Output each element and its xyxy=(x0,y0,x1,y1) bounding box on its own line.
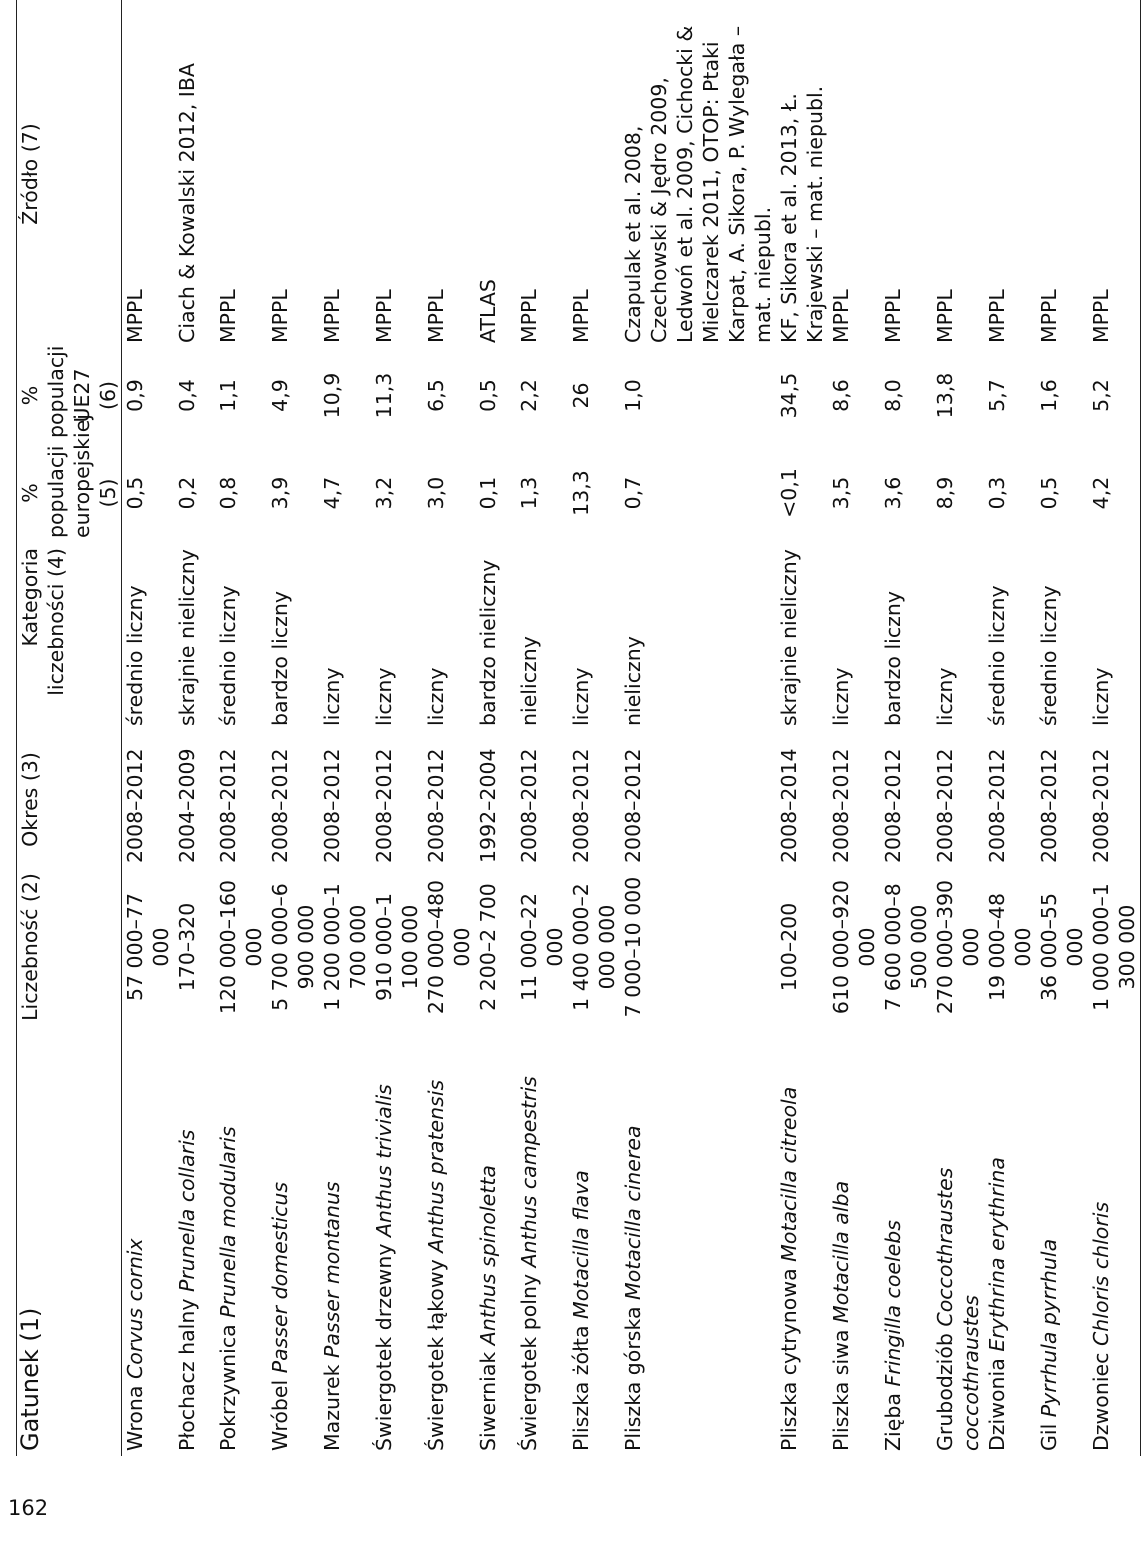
header-eu xyxy=(17,413,122,543)
period-cell: 2008–2012 xyxy=(123,748,147,863)
period-cell: 2008–2012 xyxy=(372,748,396,863)
header-eu-line2: europejskiej xyxy=(70,413,94,538)
ue27-percent-cell: 34,5 xyxy=(777,372,801,419)
eu-percent-cell: 0,2 xyxy=(175,476,199,510)
category-cell: bardzo liczny xyxy=(268,590,292,726)
source-cell: Czapulak et al. 2008, Czechowski & Jędro 2009, Ledwoń et al. 2009, Cichocki & Mielczarek 2011, OTOP: Ptaki Karpat, A. Sikora, P. Wylegała – mat. niepubl. xyxy=(621,25,775,343)
header-period: Okres (3) xyxy=(17,731,122,868)
table-body xyxy=(122,0,1141,1456)
species-cell xyxy=(423,1026,475,1456)
source-cell: MPPL xyxy=(372,289,396,343)
source-cell: MPPL xyxy=(320,289,344,343)
header-category xyxy=(17,543,122,731)
species-latin-name: Fringilla coelebs xyxy=(881,1220,905,1387)
eu-percent-cell: 0,1 xyxy=(476,476,500,510)
eu-percent-cell: 13,3 xyxy=(569,470,593,516)
table-row xyxy=(620,0,776,1456)
header-ue27-line2: UE27 (6) xyxy=(70,368,120,423)
period-cell: 2008–2012 xyxy=(569,748,593,863)
header-count: Liczebność (2) xyxy=(17,868,122,1026)
species-cell xyxy=(122,1026,175,1456)
header-category-line1: Kategoria xyxy=(18,548,42,647)
table-row xyxy=(776,0,828,1456)
eu-percent-cell: <0,1 xyxy=(777,468,801,518)
species-latin-name: Pyrrhula pyrrhula xyxy=(1037,1238,1061,1418)
category-cell: nieliczny xyxy=(517,636,541,726)
count-cell: 1 000 000–1 300 000 xyxy=(1088,868,1141,1026)
period-cell: 2004–2009 xyxy=(175,748,199,863)
period-cell: 2008–2012 xyxy=(881,748,905,863)
species-common-name: Płochacz halny xyxy=(175,1298,199,1451)
species-latin-name: Anthus trivialis xyxy=(372,1084,396,1238)
ue27-percent-cell: 1,0 xyxy=(621,379,645,412)
table-row xyxy=(984,0,1036,1456)
species-common-name: Pliszka żółta xyxy=(569,1325,593,1451)
header-eu-line3: (5) xyxy=(96,478,120,508)
period-cell: 2008–2012 xyxy=(517,748,541,863)
table-row xyxy=(371,0,423,1456)
category-cell: średnio liczny xyxy=(985,585,1009,726)
period-cell: 1992–2004 xyxy=(476,748,500,863)
species-latin-name: Passer domesticus xyxy=(268,1181,292,1374)
species-latin-name: Prunella modularis xyxy=(216,1126,240,1318)
count-cell: 7 000–10 000 xyxy=(621,876,645,1018)
table-row xyxy=(423,0,475,1456)
species-common-name: Pliszka cytrynowa xyxy=(777,1268,801,1451)
header-ue27-line1: % populacji xyxy=(18,345,68,438)
ue27-percent-cell: 5,2 xyxy=(1088,348,1141,443)
species-common-name: Gil xyxy=(1037,1423,1061,1451)
eu-percent-cell: 3,0 xyxy=(424,476,448,510)
source-cell: MPPL xyxy=(881,289,905,343)
species-common-name: Zięba xyxy=(881,1393,905,1451)
table-row xyxy=(174,0,215,1456)
ue27-percent-cell: 0,5 xyxy=(476,379,500,412)
category-cell: liczny xyxy=(1088,543,1141,731)
species-latin-name: Coccothraustes coccothraustes xyxy=(933,1167,983,1451)
period-cell: 2008–2012 xyxy=(320,748,344,863)
eu-percent-cell: 1,3 xyxy=(517,476,541,510)
category-cell: liczny xyxy=(372,667,396,726)
table-row xyxy=(215,0,267,1456)
eu-percent-cell: 3,5 xyxy=(829,476,853,510)
species-latin-name: Erythrina erythrina xyxy=(985,1157,1009,1352)
species-common-name: Świergotek drzewny xyxy=(372,1243,396,1451)
category-cell: liczny xyxy=(569,667,593,726)
species-cell xyxy=(880,1026,932,1456)
count-cell: 270 000–480 000 xyxy=(424,879,474,1015)
source-cell: MPPL xyxy=(933,289,957,343)
period-cell: 2008–2012 xyxy=(621,748,645,863)
source-cell: MPPL xyxy=(424,289,448,343)
count-cell: 5 700 000–6 900 000 xyxy=(268,883,318,1011)
source-cell: ATLAS xyxy=(476,279,500,343)
period-cell: 2008–2014 xyxy=(777,748,801,863)
species-latin-name: Chloris chloris xyxy=(1089,1201,1113,1347)
period-cell: 2008–2012 xyxy=(1088,731,1141,868)
period-cell: 2008–2012 xyxy=(424,748,448,863)
period-cell: 2008–2012 xyxy=(268,748,292,863)
ue27-percent-cell: 1,6 xyxy=(1037,379,1061,412)
species-cell xyxy=(1088,1026,1141,1456)
species-common-name: Świergotek polny xyxy=(517,1273,541,1451)
species-latin-name: Prunella collaris xyxy=(175,1129,199,1292)
ue27-percent-cell: 4,9 xyxy=(268,379,292,412)
category-cell: liczny xyxy=(424,667,448,726)
period-cell: 2008–2012 xyxy=(216,748,240,863)
category-cell: skrajnie nieliczny xyxy=(777,549,801,726)
source-cell: MPPL xyxy=(985,289,1009,343)
ue27-percent-cell: 8,6 xyxy=(829,379,853,412)
species-common-name: Mazurek xyxy=(320,1364,344,1451)
category-cell: bardzo nieliczny xyxy=(476,559,500,726)
ue27-percent-cell: 5,7 xyxy=(985,379,1009,412)
source-cell: MPPL xyxy=(1037,289,1061,343)
table-row xyxy=(1088,0,1141,1456)
species-latin-name: Motacilla alba xyxy=(829,1180,853,1323)
source-cell: MPPL xyxy=(216,289,240,343)
species-common-name: Wróbel xyxy=(268,1379,292,1451)
header-ue27 xyxy=(17,345,122,443)
ue27-percent-cell: 26 xyxy=(569,382,593,409)
header-category-line2: liczebności (4) xyxy=(44,548,68,696)
species-cell xyxy=(620,1026,776,1456)
category-cell: bardzo liczny xyxy=(881,590,905,726)
table-row xyxy=(516,0,568,1456)
period-cell: 2008–2012 xyxy=(829,748,853,863)
species-cell xyxy=(568,1026,620,1456)
category-cell: średnio liczny xyxy=(216,585,240,726)
count-cell: 610 000–920 000 xyxy=(829,879,879,1015)
table-row xyxy=(880,0,932,1456)
species-cell xyxy=(932,1026,984,1456)
header-species: Gatunek (1) xyxy=(17,1026,122,1456)
period-cell: 2008–2012 xyxy=(933,748,957,863)
page-number: 162 xyxy=(8,1496,49,1520)
count-cell: 120 000–160 000 xyxy=(216,879,266,1015)
source-cell: MPPL xyxy=(517,289,541,343)
species-cell xyxy=(1036,1026,1088,1456)
source-cell: KF, Sikora et al. 2013, Ł. Krajewski – mat. niepubl. xyxy=(777,85,827,343)
eu-percent-cell: 0,5 xyxy=(123,476,147,510)
species-latin-name: Motacilla citreola xyxy=(777,1086,801,1262)
ue27-percent-cell: 1,1 xyxy=(216,379,240,412)
table-row xyxy=(932,0,984,1456)
table-row xyxy=(475,0,516,1456)
species-cell xyxy=(475,1026,516,1456)
species-common-name: Grubodziób xyxy=(933,1333,957,1451)
period-cell: 2008–2012 xyxy=(1037,748,1061,863)
source-cell: Ciach & Kowalski 2012, IBA xyxy=(175,63,199,343)
species-latin-name: Anthus pratensis xyxy=(424,1079,448,1253)
species-cell xyxy=(828,1026,880,1456)
count-cell: 7 600 000–8 500 000 xyxy=(881,883,931,1011)
eu-percent-cell: 0,7 xyxy=(621,476,645,510)
count-cell: 57 000–77 000 xyxy=(123,892,173,1002)
eu-percent-cell: 3,6 xyxy=(881,476,905,510)
eu-percent-cell: 4,2 xyxy=(1088,443,1141,543)
species-common-name: Pokrzywnica xyxy=(216,1324,240,1451)
ue27-percent-cell: 11,3 xyxy=(372,372,396,419)
ue27-percent-cell: 6,5 xyxy=(424,379,448,412)
ue27-percent-cell: 0,9 xyxy=(123,379,147,412)
source-cell: MPPL xyxy=(1088,0,1141,348)
species-cell xyxy=(984,1026,1036,1456)
period-cell: 2008–2012 xyxy=(985,748,1009,863)
category-cell: liczny xyxy=(320,667,344,726)
ue27-percent-cell: 2,2 xyxy=(517,379,541,412)
category-cell: nieliczny xyxy=(621,636,645,726)
species-common-name: Pliszka górska xyxy=(621,1306,645,1451)
species-common-name: Pliszka siwa xyxy=(829,1329,853,1451)
ue27-percent-cell: 8,0 xyxy=(881,379,905,412)
eu-percent-cell: 3,9 xyxy=(268,476,292,510)
header-eu-line1: % populacji xyxy=(18,445,68,538)
species-table xyxy=(16,0,1141,1456)
count-cell: 11 000–22 000 xyxy=(517,892,567,1002)
eu-percent-cell: 0,3 xyxy=(985,476,1009,510)
eu-percent-cell: 3,2 xyxy=(372,476,396,510)
species-common-name: Dzwoniec xyxy=(1089,1352,1113,1451)
species-cell xyxy=(371,1026,423,1456)
category-cell: liczny xyxy=(829,667,853,726)
count-cell: 910 000–1 100 000 xyxy=(372,892,422,1002)
count-cell: 100–200 xyxy=(777,902,801,992)
category-cell: średnio liczny xyxy=(123,585,147,726)
ue27-percent-cell: 10,9 xyxy=(320,372,344,419)
source-cell: MPPL xyxy=(123,289,147,343)
ue27-percent-cell: 0,4 xyxy=(175,379,199,412)
species-latin-name: Motacilla flava xyxy=(569,1170,593,1319)
species-common-name: Dziwonia xyxy=(985,1358,1009,1451)
species-cell xyxy=(215,1026,267,1456)
source-cell: MPPL xyxy=(268,289,292,343)
count-cell: 270 000–390 000 xyxy=(933,879,983,1015)
species-common-name: Siwerniak xyxy=(476,1351,500,1451)
category-cell: średnio liczny xyxy=(1037,585,1061,726)
table-row xyxy=(267,0,319,1456)
header-source: Źródło (7) xyxy=(17,0,122,348)
species-common-name: Wrona xyxy=(123,1385,147,1451)
species-cell xyxy=(267,1026,319,1456)
species-cell xyxy=(516,1026,568,1456)
count-cell: 1 200 000–1 700 000 xyxy=(320,883,370,1011)
category-cell: skrajnie nieliczny xyxy=(175,549,199,726)
count-cell: 170–320 xyxy=(175,902,199,992)
species-latin-name: Anthus spinoletta xyxy=(476,1165,500,1346)
count-cell: 19 000–48 000 xyxy=(985,892,1035,1002)
table-row xyxy=(568,0,620,1456)
table-row xyxy=(1036,0,1088,1456)
ue27-percent-cell: 13,8 xyxy=(933,372,957,419)
source-cell: MPPL xyxy=(829,289,853,343)
count-cell: 1 400 000–2 000 000 xyxy=(569,883,619,1011)
species-latin-name: Motacilla cinerea xyxy=(621,1125,645,1300)
count-cell: 36 000–55 000 xyxy=(1037,892,1087,1002)
species-cell xyxy=(776,1026,828,1456)
species-latin-name: Passer montanus xyxy=(320,1181,344,1358)
eu-percent-cell: 8,9 xyxy=(933,476,957,510)
count-cell: 2 200–2 700 xyxy=(476,883,500,1011)
source-cell: MPPL xyxy=(569,289,593,343)
category-cell: liczny xyxy=(933,667,957,726)
species-latin-name: Anthus campestris xyxy=(517,1076,541,1268)
table-row xyxy=(828,0,880,1456)
eu-percent-cell: 4,7 xyxy=(320,476,344,510)
species-common-name: Świergotek łąkowy xyxy=(424,1259,448,1451)
table-row xyxy=(122,0,175,1456)
species-cell xyxy=(319,1026,371,1456)
eu-percent-cell: 0,5 xyxy=(1037,476,1061,510)
table-row xyxy=(319,0,371,1456)
eu-percent-cell: 0,8 xyxy=(216,476,240,510)
species-latin-name: Corvus cornix xyxy=(123,1238,147,1380)
header-row xyxy=(17,0,122,1456)
species-cell xyxy=(174,1026,215,1456)
